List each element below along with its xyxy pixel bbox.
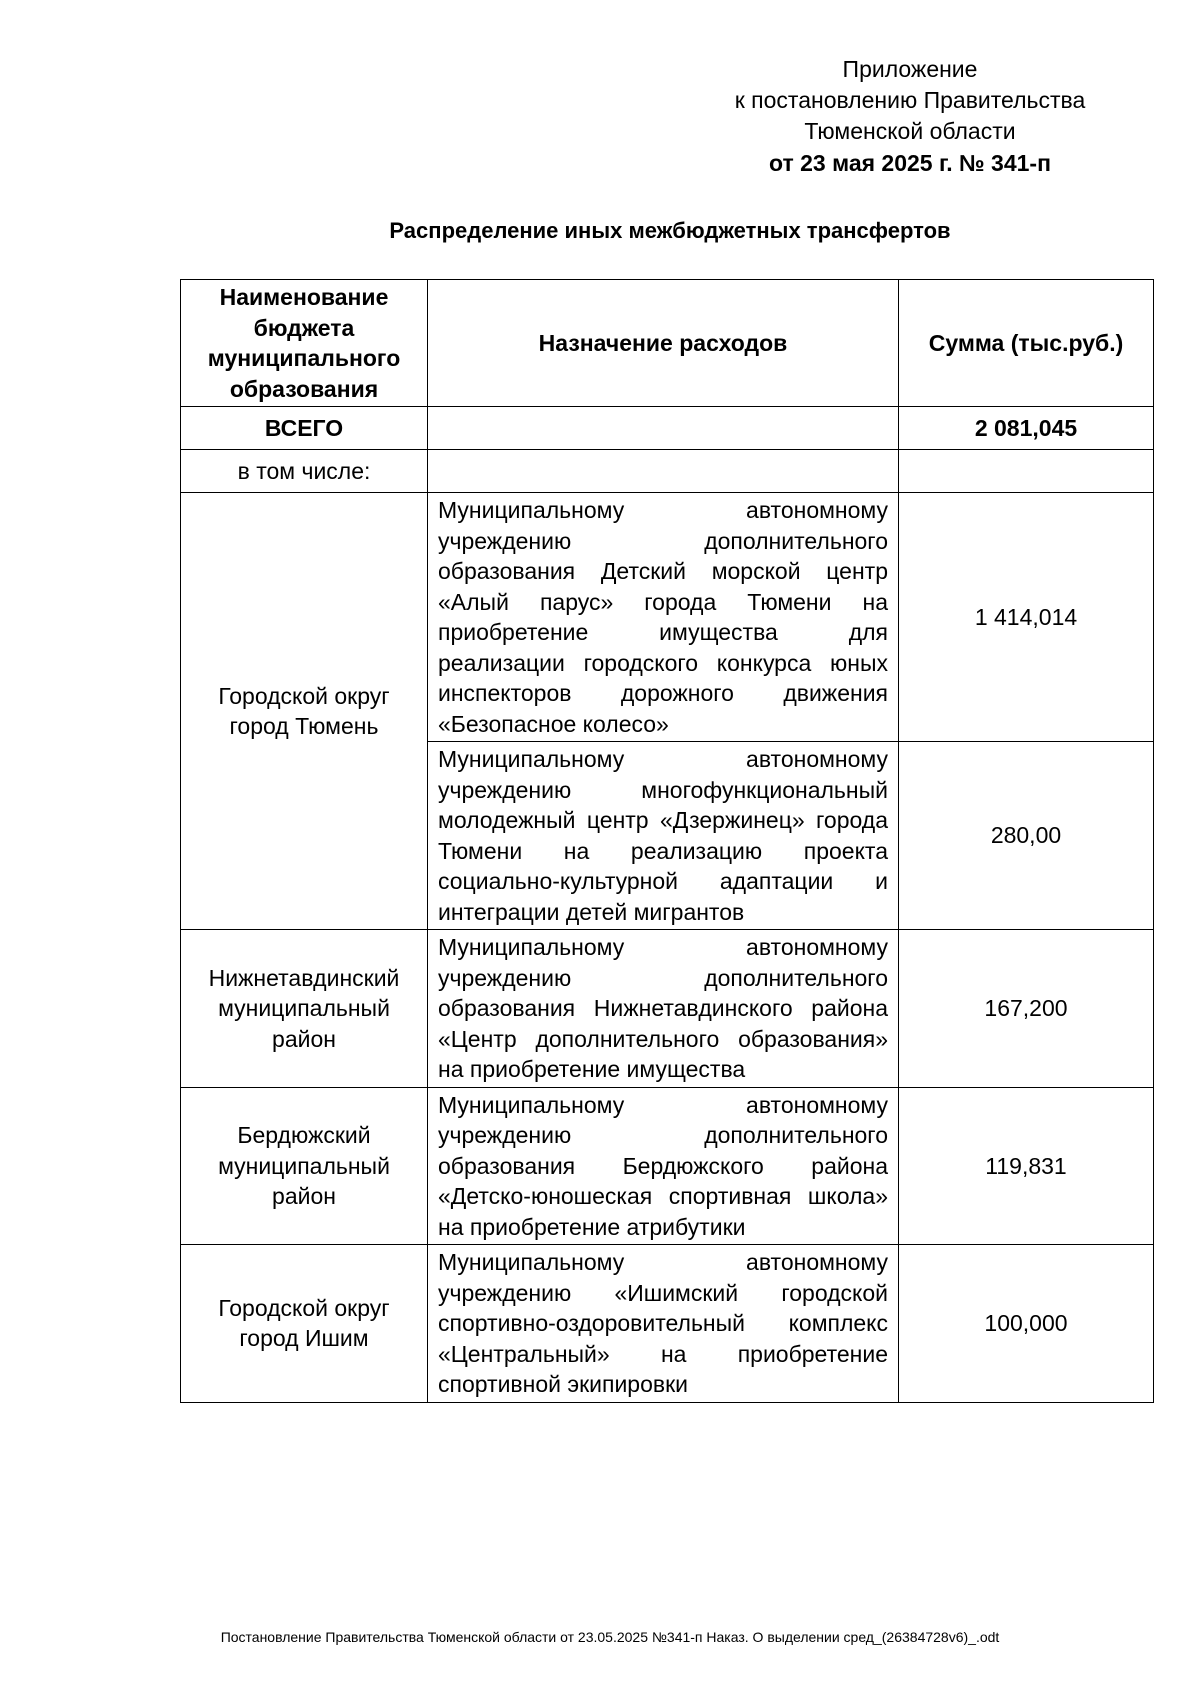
table-row [181,1245,1154,1403]
total-sum: 2 081,045 [899,407,1154,450]
table-row [181,930,1154,1088]
table-row [181,493,1154,742]
sum-cell: 119,831 [899,1087,1154,1245]
decree-reference: от 23 мая 2025 г. № 341-п [769,150,1051,176]
header-purpose: Назначение расходов [428,280,899,407]
transfers-table [180,279,1154,1403]
appendix-line-2: к постановлению Правительства [734,87,1086,113]
purpose-cell: Муниципальному автономному учреждению «Ишимский городской спортивно-оздоровительный комплекс «Центральный» на приобретение спортивной экипировки [428,1245,899,1403]
purpose-cell: Муниципальному автономному учреждению дополнительного образования Бердюжского района «Детско-юношеская спортивная школа» на приобретение атрибутики [428,1087,899,1245]
appendix-line-3: Тюменской области [804,118,1016,144]
document-title: Распределение иных межбюджетных трансфертов [389,218,951,243]
total-label: ВСЕГО [181,407,428,450]
total-purpose [428,407,899,450]
budget-cell: Городской округ город Ишим [181,1245,428,1403]
table-row [181,1087,1154,1245]
document-footer: Постановление Правительства Тюменской области от 23.05.2025 №341-п Наказ. О выделении сред_(26384728v6)_.odt [220,1629,1000,1645]
budget-cell: Бердюжский муниципальный район [181,1087,428,1245]
appendix-header [690,54,1130,179]
header-sum: Сумма (тыс.руб.) [899,280,1154,407]
header-budget: Наименование бюджета муниципального образования [181,280,428,407]
appendix-line-1: Приложение [842,56,978,82]
total-row [181,407,1154,450]
budget-cell: Нижнетавдинский муниципальный район [181,930,428,1088]
sum-cell: 280,00 [899,742,1154,930]
including-purpose-empty [428,450,899,493]
including-row [181,450,1154,493]
sum-cell: 167,200 [899,930,1154,1088]
sum-cell: 1 414,014 [899,493,1154,742]
including-sum-empty [899,450,1154,493]
sum-cell: 100,000 [899,1245,1154,1403]
table-header-row [181,280,1154,407]
budget-cell: Городской округ город Тюмень [181,493,428,930]
purpose-cell: Муниципальному автономному учреждению дополнительного образования Нижнетавдинского района «Центр дополнительного образования» на приобретение имущества [428,930,899,1088]
including-label: в том числе: [181,450,428,493]
purpose-cell: Муниципальному автономному учреждению многофункциональный молодежный центр «Дзержинец» города Тюмени на реализацию проекта социально-культурной адаптации и интеграции детей мигрантов [428,742,899,930]
purpose-cell: Муниципальному автономному учреждению дополнительного образования Детский морской центр «Алый парус» города Тюмени на приобретение имущества для реализации городского конкурса юных инспекторов дорожного движения «Безопасное колесо» [428,493,899,742]
